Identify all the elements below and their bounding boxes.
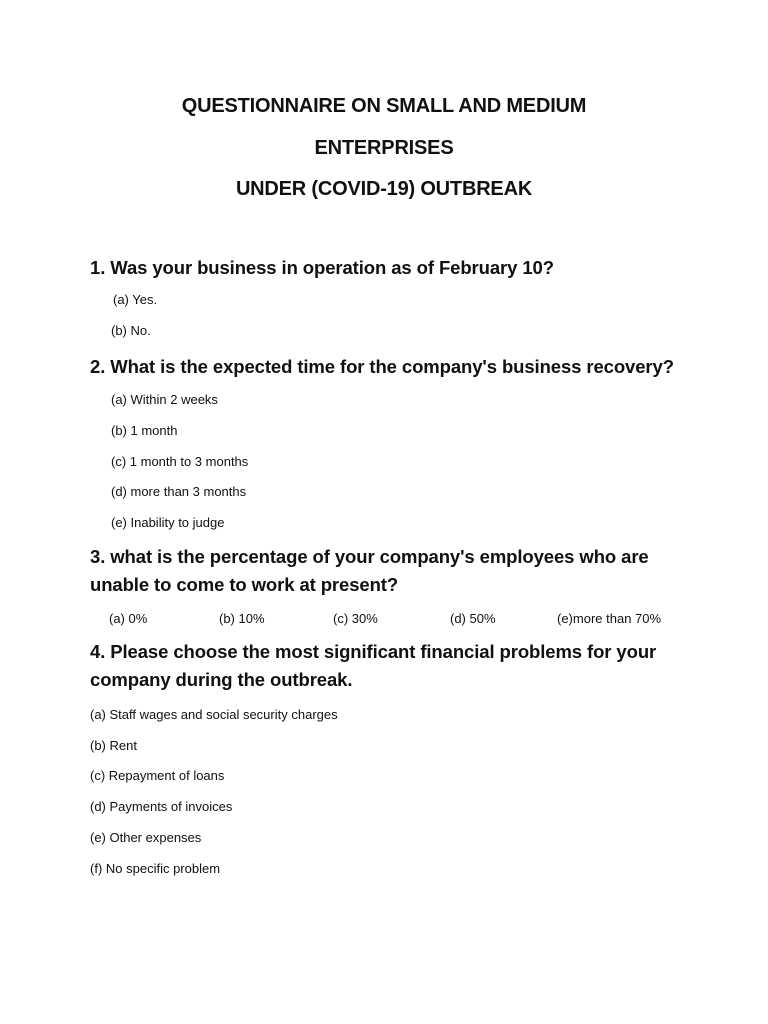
question-3-option-c: (c) 30% — [333, 611, 378, 626]
question-1-option-a: (a) Yes. — [113, 292, 158, 307]
question-2-option-c: (c) 1 month to 3 months — [111, 454, 249, 469]
question-4-option-c: (c) Repayment of loans — [90, 768, 225, 783]
question-4-option-f: (f) No specific problem — [90, 861, 221, 876]
question-4-line-2: company during the outbreak. — [90, 669, 353, 690]
question-3-option-e: (e)more than 70% — [557, 611, 662, 626]
question-3-line-2: unable to come to work at present? — [90, 574, 399, 595]
document-title-line-3: UNDER (COVID-19) OUTBREAK — [235, 178, 533, 200]
question-4-option-e: (e) Other expenses — [90, 830, 202, 845]
question-3-line-1: 3. what is the percentage of your company's employees who are — [90, 546, 649, 567]
question-2: 2. What is the expected time for the company's business recovery? — [90, 356, 674, 377]
question-4-option-d: (d) Payments of invoices — [90, 799, 233, 814]
question-1-option-b: (b) No. — [111, 323, 151, 338]
question-2-option-a: (a) Within 2 weeks — [111, 392, 218, 407]
question-3-option-d: (d) 50% — [450, 611, 496, 626]
question-1: 1. Was your business in operation as of February 10? — [90, 257, 554, 278]
question-3-option-a: (a) 0% — [109, 611, 148, 626]
question-3-option-b: (b) 10% — [219, 611, 265, 626]
document-title-line-2: ENTERPRISES — [314, 137, 454, 159]
question-4-line-1: 4. Please choose the most significant financial problems for your — [90, 641, 657, 662]
question-2-option-b: (b) 1 month — [111, 423, 178, 438]
question-4-option-b: (b) Rent — [90, 738, 137, 753]
question-4-option-a: (a) Staff wages and social security charges — [90, 707, 338, 722]
question-2-option-d: (d) more than 3 months — [111, 484, 247, 499]
document-title-line-1: QUESTIONNAIRE ON SMALL AND MEDIUM — [181, 95, 587, 117]
question-2-option-e: (e) Inability to judge — [111, 515, 225, 530]
